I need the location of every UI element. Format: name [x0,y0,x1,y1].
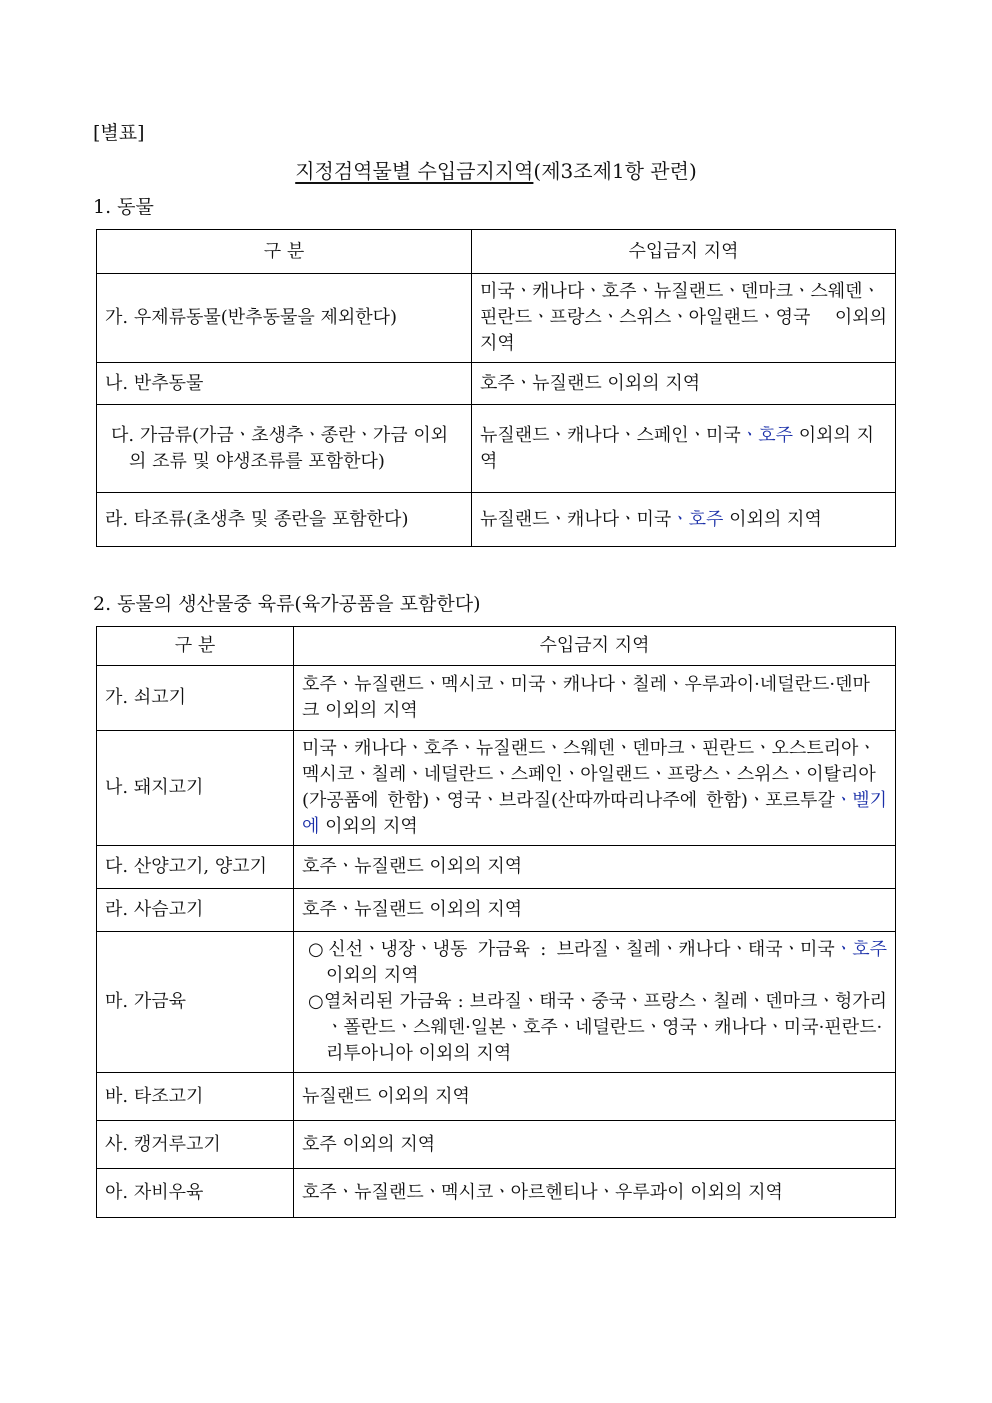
header-region: 수입금지 지역 [294,627,896,666]
region-suffix: 이외의 지역 [326,965,419,986]
table-row [97,932,896,1073]
table-row [97,493,896,547]
region-added-text: ㆍ벨기에 [302,790,887,837]
row-region: 뉴질랜드 이외의 지역 [294,1073,896,1121]
poultry-fresh-item [302,937,887,989]
region-added-text: ㆍ호주 [740,424,793,446]
table-header-row [97,230,896,274]
row-region: 호주ㆍ뉴질랜드ㆍ멕시코ㆍ아르헨티나ㆍ우루과이 이외의 지역 [294,1169,896,1218]
document-title [0,155,992,184]
table-row [97,274,896,363]
region-text: 뉴질랜드ㆍ캐나다ㆍ미국 [480,508,672,530]
row-region [294,731,896,846]
region-suffix: 이외의 지역 [723,508,822,530]
region-added-text: ㆍ호주 [834,939,887,960]
region-added-text: ㆍ호주 [671,508,724,530]
table-row [97,666,896,731]
row-category: 아. 자비우육 [97,1169,294,1218]
header-region: 수입금지 지역 [472,230,896,274]
row-category: 사. 캥거루고기 [97,1121,294,1169]
poultry-heated-item: ○열처리된 가금육 : 브라질ㆍ태국ㆍ중국ㆍ프랑스ㆍ칠레ㆍ덴마크ㆍ헝가리ㆍ폴란드ㆍ스웨덴·일본ㆍ호주ㆍ네덜란드ㆍ영국ㆍ캐나다ㆍ미국·핀란드·리투아니아 이외의 지역 [308,991,887,1064]
region-suffix: 이외의 지역 [319,816,418,837]
section1-heading: 1. 동물 [93,196,154,218]
region-text: 뉴질랜드ㆍ캐나다ㆍ스페인ㆍ미국 [480,424,741,446]
row-region: 호주ㆍ뉴질랜드 이외의 지역 [294,846,896,889]
row-region: 호주 이외의 지역 [294,1121,896,1169]
title-sub: (제3조제1항 관련) [533,159,697,183]
region-text: 미국ㆍ캐나다ㆍ호주ㆍ뉴질랜드ㆍ스웨덴ㆍ덴마크ㆍ핀란드ㆍ오스트리아ㆍ멕시코ㆍ칠레ㆍ네덜란드ㆍ스페인ㆍ아일랜드ㆍ프랑스ㆍ스위스ㆍ이탈리아(가공품에 한함)ㆍ영국ㆍ브라질(산따까따리나주에 한함)ㆍ포르투갈 [302,738,876,811]
row-region [472,493,896,547]
animals-table [96,229,896,547]
row-category [97,405,472,493]
row-category: 가. 쇠고기 [97,666,294,731]
title-main: 지정검역물별 수입금지지역 [295,159,534,183]
row-region: 호주ㆍ뉴질랜드 이외의 지역 [294,889,896,932]
row-region: 미국ㆍ캐나다ㆍ호주ㆍ뉴질랜드ㆍ덴마크ㆍ스웨덴ㆍ핀란드ㆍ프랑스ㆍ스위스ㆍ아일랜드ㆍ영국 이외의 지역 [472,274,896,363]
row-region: 호주ㆍ뉴질랜드ㆍ멕시코ㆍ미국ㆍ캐나다ㆍ칠레ㆍ우루과이·네덜란드·덴마크 이외의 지역 [294,666,896,731]
table-header-row [97,627,896,666]
row-region [294,932,896,1073]
row-category: 라. 사슴고기 [97,889,294,932]
row-category: 마. 가금육 [97,932,294,1073]
table-row [97,405,896,493]
table-row [97,889,896,932]
header-category: 구 분 [97,230,472,274]
row-region [472,405,896,493]
table-row [97,731,896,846]
row-category: 라. 타조류(초생추 및 종란을 포함한다) [97,493,472,547]
table-row [97,846,896,889]
row-category: 다. 산양고기, 양고기 [97,846,294,889]
row-category: 가. 우제류동물(반추동물을 제외한다) [97,274,472,363]
row-category: 나. 돼지고기 [97,731,294,846]
row-category: 나. 반추동물 [97,363,472,405]
meat-products-table [96,626,896,1218]
row-category-text: 다. 가금류(가금ㆍ초생추ㆍ종란ㆍ가금 이외의 조류 및 야생조류를 포함한다) [111,424,449,472]
row-region: 호주ㆍ뉴질랜드 이외의 지역 [472,363,896,405]
region-suffix: 이외의 지역 [480,424,874,472]
table-row [97,363,896,405]
section2-heading: 2. 동물의 생산물중 육류(육가공품을 포함한다) [93,593,481,615]
table-row [97,1169,896,1218]
region-text: ○신선ㆍ냉장ㆍ냉동 가금육 : 브라질ㆍ칠레ㆍ캐나다ㆍ태국ㆍ미국 [308,939,835,960]
table-row [97,1073,896,1121]
attachment-label: [별표] [93,122,145,144]
header-category: 구 분 [97,627,294,666]
table-row [97,1121,896,1169]
row-category: 바. 타조고기 [97,1073,294,1121]
